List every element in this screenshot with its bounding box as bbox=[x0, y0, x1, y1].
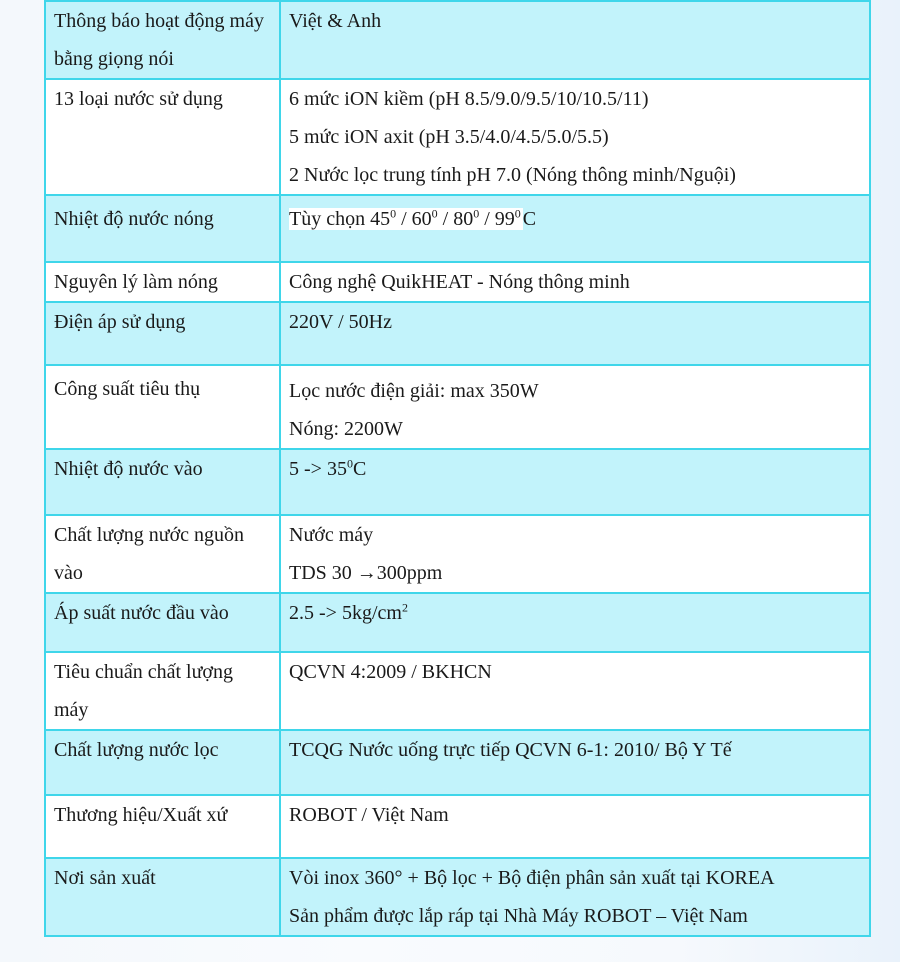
spec-label: Nơi sản xuất bbox=[45, 858, 280, 936]
spec-label: 13 loại nước sử dụng bbox=[45, 79, 280, 195]
table-row bbox=[45, 515, 870, 593]
spec-value: 6 mức iON kiềm (pH 8.5/9.0/9.5/10/10.5/11) 5 mức iON axit (pH 3.5/4.0/4.5/5.0/5.5) 2 Nước lọc trung tính pH 7.0 (Nóng thông minh/Nguội) bbox=[280, 79, 870, 195]
spec-label: Công suất tiêu thụ bbox=[45, 365, 280, 449]
table-row bbox=[45, 449, 870, 515]
table-row bbox=[45, 262, 870, 302]
spec-value: Vòi inox 360° + Bộ lọc + Bộ điện phân sản xuất tại KOREA Sản phẩm được lắp ráp tại Nhà Máy ROBOT – Việt Nam bbox=[280, 858, 870, 936]
spec-value: $5 -> 35^0C$ bbox=[280, 449, 870, 515]
table-row bbox=[45, 593, 870, 652]
spec-label: Áp suất nước đầu vào bbox=[45, 593, 280, 652]
spec-value: Công nghệ QuikHEAT - Nóng thông minh bbox=[280, 262, 870, 302]
spec-value: ROBOT / Việt Nam bbox=[280, 795, 870, 858]
table-row bbox=[45, 365, 870, 449]
spec-value: Tùy chọn $45^0 / 60^0 / 80^0 / 99^0$ C bbox=[280, 195, 870, 262]
table-row bbox=[45, 652, 870, 730]
spec-label: Nguyên lý làm nóng bbox=[45, 262, 280, 302]
spec-label: Tiêu chuẩn chất lượng máy bbox=[45, 652, 280, 730]
table-row bbox=[45, 302, 870, 365]
spec-label: Điện áp sử dụng bbox=[45, 302, 280, 365]
spec-value: 220V / 50Hz bbox=[280, 302, 870, 365]
spec-label: Nhiệt độ nước nóng bbox=[45, 195, 280, 262]
table-row bbox=[45, 79, 870, 195]
table-row bbox=[45, 858, 870, 936]
spec-value: TCQG Nước uống trực tiếp QCVN 6-1: 2010/ Bộ Y Tế bbox=[280, 730, 870, 795]
spec-value: Lọc nước điện giải: max 350W Nóng: 2200W bbox=[280, 365, 870, 449]
spec-label: Chất lượng nước lọc bbox=[45, 730, 280, 795]
spec-label: Chất lượng nước nguồn vào bbox=[45, 515, 280, 593]
spec-label: Nhiệt độ nước vào bbox=[45, 449, 280, 515]
spec-label: Thông báo hoạt động máy bằng giọng nói bbox=[45, 1, 280, 79]
spec-value: QCVN 4:2009 / BKHCN bbox=[280, 652, 870, 730]
table-row bbox=[45, 195, 870, 262]
spec-table bbox=[44, 0, 871, 937]
table-row bbox=[45, 730, 870, 795]
spec-value: Nước máy TDS 30 →300ppm bbox=[280, 515, 870, 593]
spec-value: $2.5 -> 5kg/cm^2$ bbox=[280, 593, 870, 652]
table-row bbox=[45, 795, 870, 858]
table-row bbox=[45, 1, 870, 79]
spec-value: Việt & Anh bbox=[280, 1, 870, 79]
spec-label: Thương hiệu/Xuất xứ bbox=[45, 795, 280, 858]
highlighted-value: Tùy chọn $45^0 / 60^0 / 80^0 / 99^0$ bbox=[289, 206, 521, 230]
spec-sheet bbox=[44, 0, 866, 937]
